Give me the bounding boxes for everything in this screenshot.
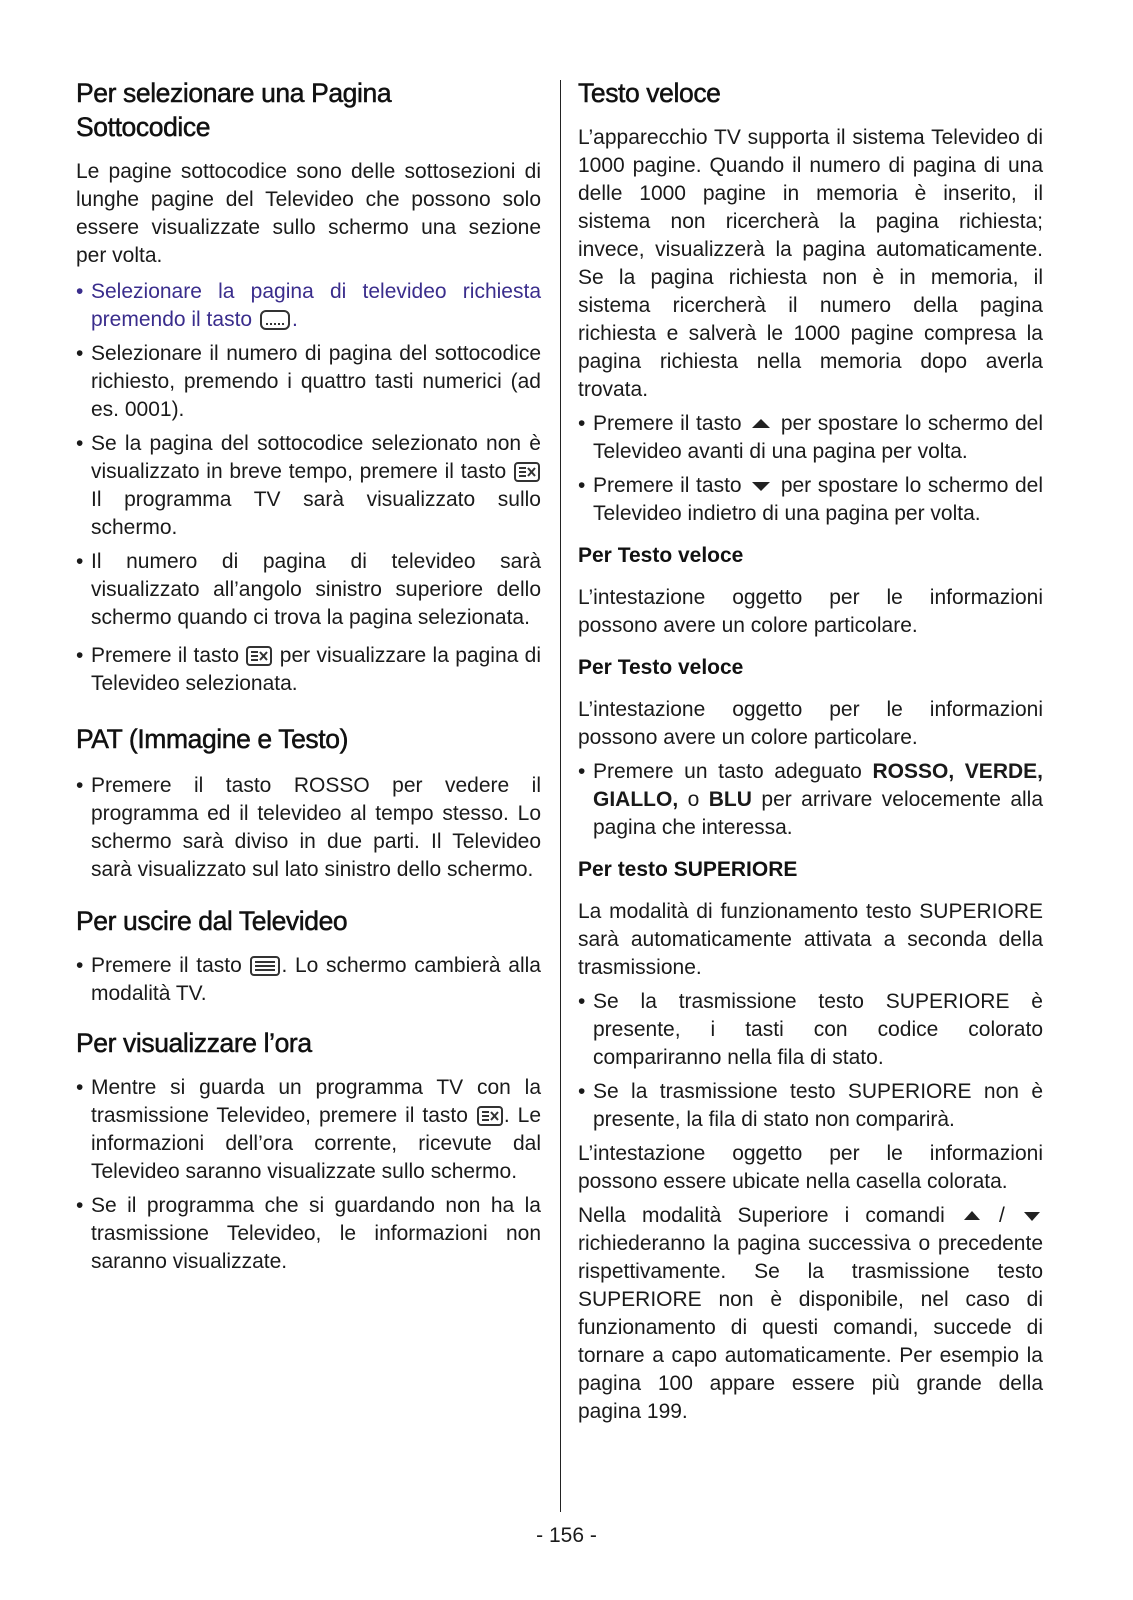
- list-item: • Premere il tasto per visualizzare la pagina di Televideo selezionata.: [76, 642, 541, 698]
- subheading-testo-veloce-1: Per Testo veloce: [578, 544, 744, 567]
- paragraph: L’intestazione oggetto per le informazioni possono avere un colore particolare.: [578, 698, 1043, 749]
- heading-uscire: Per uscire dal Televideo: [76, 906, 348, 936]
- subheading-testo-veloce-2: Per Testo veloce: [578, 656, 744, 679]
- list-item: • Selezionare il numero di pagina del sottocodice richiesto, premendo i quattro tasti numerici (ad es. 0001).: [76, 340, 541, 424]
- exit-button-icon: [476, 1104, 504, 1128]
- heading-pat: PAT (Immagine e Testo): [76, 724, 349, 754]
- exit-button-icon: [513, 460, 541, 484]
- teletext-button-icon: [258, 308, 292, 332]
- teletext-button-icon: [249, 954, 281, 978]
- arrow-up-icon: [961, 1206, 983, 1226]
- list-item: • Premere il tasto per spostare lo schermo del Televideo indietro di una pagina per volta.: [578, 472, 1043, 528]
- column-divider: [560, 80, 561, 1512]
- subheading-superiore: Per testo SUPERIORE: [578, 858, 798, 881]
- list-item: • Selezionare la pagina di televideo richiesta premendo il tasto .: [76, 278, 541, 334]
- arrow-up-icon: [748, 414, 774, 434]
- heading-ora: Per visualizzare l’ora: [76, 1028, 312, 1058]
- list-item: • Se il programma che si guardando non ha la trasmissione Televideo, le informazioni non saranno visualizzate.: [76, 1192, 541, 1276]
- paragraph: Nella modalità Superiore i comandi / richiederanno la pagina successiva o precedente rispettivamente. Se la trasmissione testo SUPERIORE non è disponibile, nel caso di funzionamento di questi comandi, succede di tornare a capo automaticamente. Per esempio la pagina 100 appare essere più grande della pagina 199.: [578, 1204, 1043, 1423]
- paragraph: L’intestazione oggetto per le informazioni possono avere un colore particolare.: [578, 586, 1043, 637]
- list-item: • Premere il tasto per spostare lo schermo del Televideo avanti di una pagina per volta.: [578, 410, 1043, 466]
- paragraph: La modalità di funzionamento testo SUPERIORE sarà automaticamente attivata a seconda della trasmissione.: [578, 900, 1043, 979]
- sottocodice-intro: Le pagine sottocodice sono delle sottosezioni di lunghe pagine del Televideo che possono solo essere visualizzate sullo schermo una sezione per volta.: [76, 160, 541, 267]
- list-item: • Mentre si guarda un programma TV con la trasmissione Televideo, premere il tasto . Le informazioni dell’ora corrente, ricevute dal Televideo saranno visualizzate sullo schermo.: [76, 1074, 541, 1186]
- left-column: [76, 76, 541, 1276]
- arrow-down-icon: [748, 476, 774, 496]
- heading-testo-veloce: Testo veloce: [578, 78, 721, 108]
- page-number: - 156 -: [536, 1524, 597, 1547]
- exit-button-icon: [245, 644, 273, 668]
- arrow-down-icon: [1021, 1206, 1043, 1226]
- list-item: • Il numero di pagina di televideo sarà visualizzato all’angolo sinistro superiore dello schermo quando ci trova la pagina selezionata.: [76, 548, 541, 632]
- list-item: • Se la pagina del sottocodice selezionato non è visualizzato in breve tempo, premere il tasto Il programma TV sarà visualizzato sullo schermo.: [76, 430, 541, 542]
- testo-veloce-intro: L’apparecchio TV supporta il sistema Televideo di 1000 pagine. Quando il numero di pagina di una delle 1000 pagine in memoria è inserito, il sistema non ricercherà la pagina richiesta; invece, visualizzerà la pagina automaticamente. Se la pagina richiesta non è in memoria, il sistema ricercherà il numero della pagina richiesta e salverà le 1000 pagine compresa la pagina richiesta nella memoria dopo averla trovata.: [578, 126, 1043, 401]
- list-item: • Premere il tasto . Lo schermo cambierà alla modalità TV.: [76, 952, 541, 1008]
- right-column: [578, 76, 1043, 1426]
- list-item: • Premere un tasto adeguato ROSSO, VERDE, GIALLO, o BLU per arrivare velocemente alla pagina che interessa.: [578, 758, 1043, 842]
- list-item: • Se la trasmissione testo SUPERIORE non è presente, la fila di stato non comparirà.: [578, 1078, 1043, 1134]
- list-item: • Se la trasmissione testo SUPERIORE è presente, i tasti con codice colorato compariranno nella fila di stato.: [578, 988, 1043, 1072]
- heading-sottocodice: Per selezionare una Pagina Sottocodice: [76, 78, 392, 142]
- paragraph: L’intestazione oggetto per le informazioni possono essere ubicate nella casella colorata.: [578, 1142, 1043, 1193]
- list-item: • Premere il tasto ROSSO per vedere il programma ed il televideo al tempo stesso. Lo schermo sarà diviso in due parti. Il Televideo sarà visualizzato sul lato sinistro dello schermo.: [76, 772, 541, 884]
